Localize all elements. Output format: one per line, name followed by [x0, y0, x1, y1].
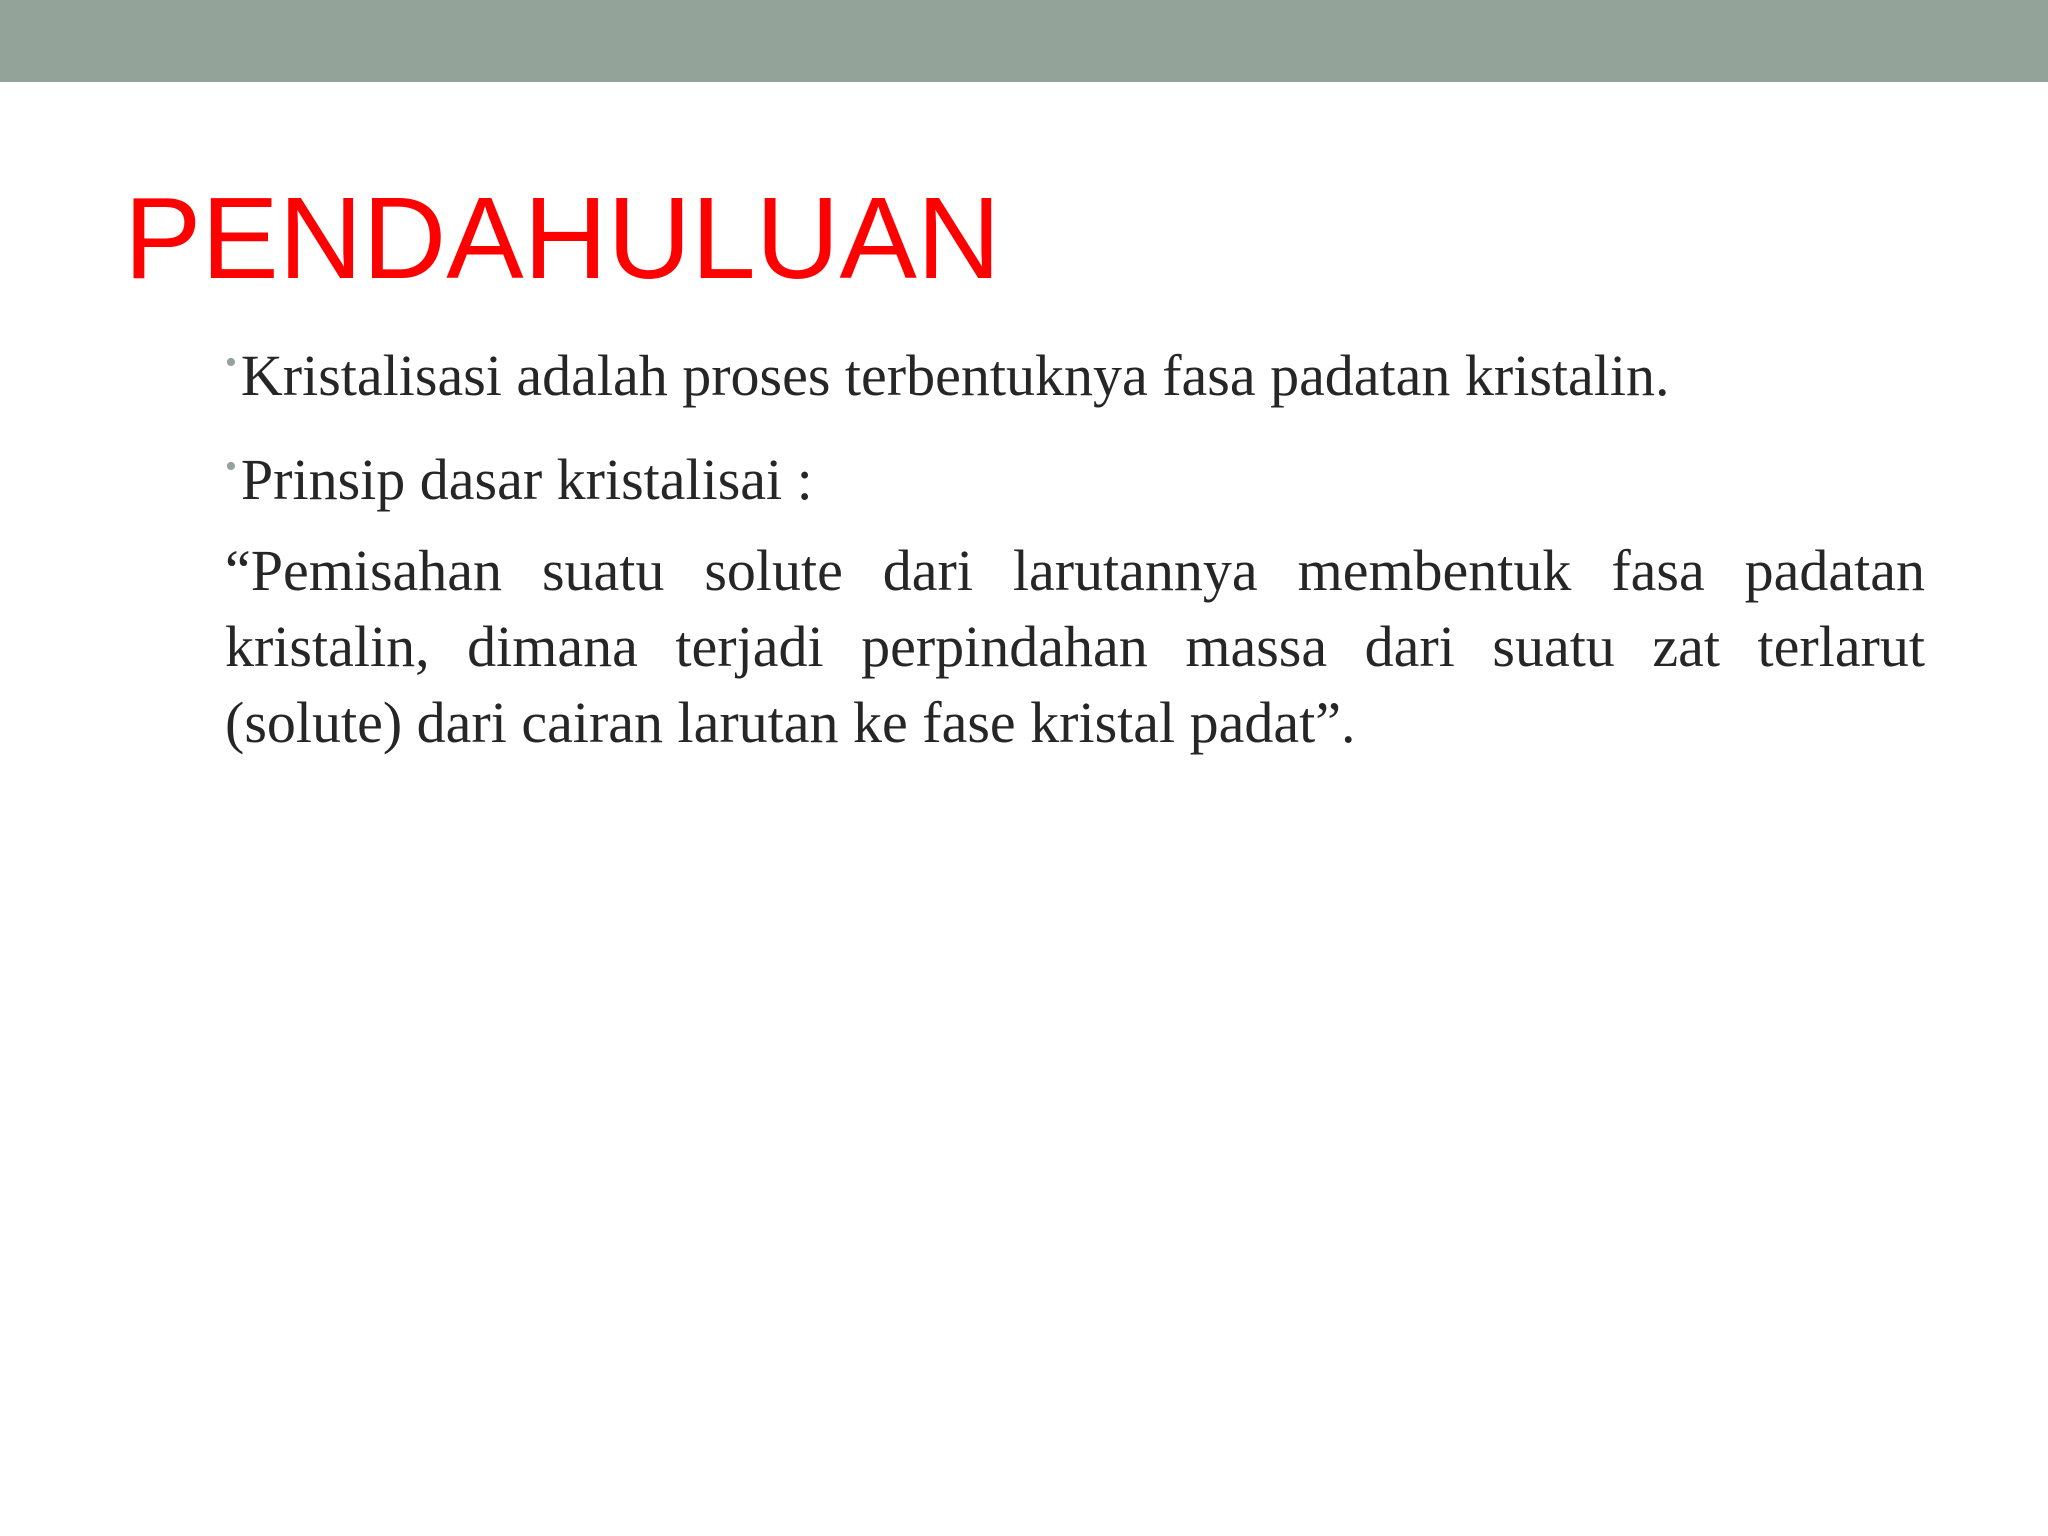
bullet-text-principle: Prinsip dasar kristalisai : — [240, 447, 813, 512]
slide-body — [225, 325, 1925, 761]
top-band — [0, 0, 2048, 82]
bullet-item-principle — [225, 429, 1925, 518]
slide-title: PENDAHULUAN — [124, 173, 1001, 303]
bullet-item-definition — [225, 325, 1925, 414]
principle-quote: “Pemisahan suatu solute dari larutannya membentuk fasa padatan kristalin, dimana terjadi perpindahan massa dari suatu zat terlarut (solute) dari cairan larutan ke fase kristal padat”. — [225, 538, 1925, 755]
bullet-marker-icon: • — [225, 448, 237, 485]
bullet-marker-icon: • — [225, 344, 237, 381]
bullet-text-definition: Kristalisasi adalah proses terbentuknya fasa padatan kristalin. — [240, 343, 1670, 408]
